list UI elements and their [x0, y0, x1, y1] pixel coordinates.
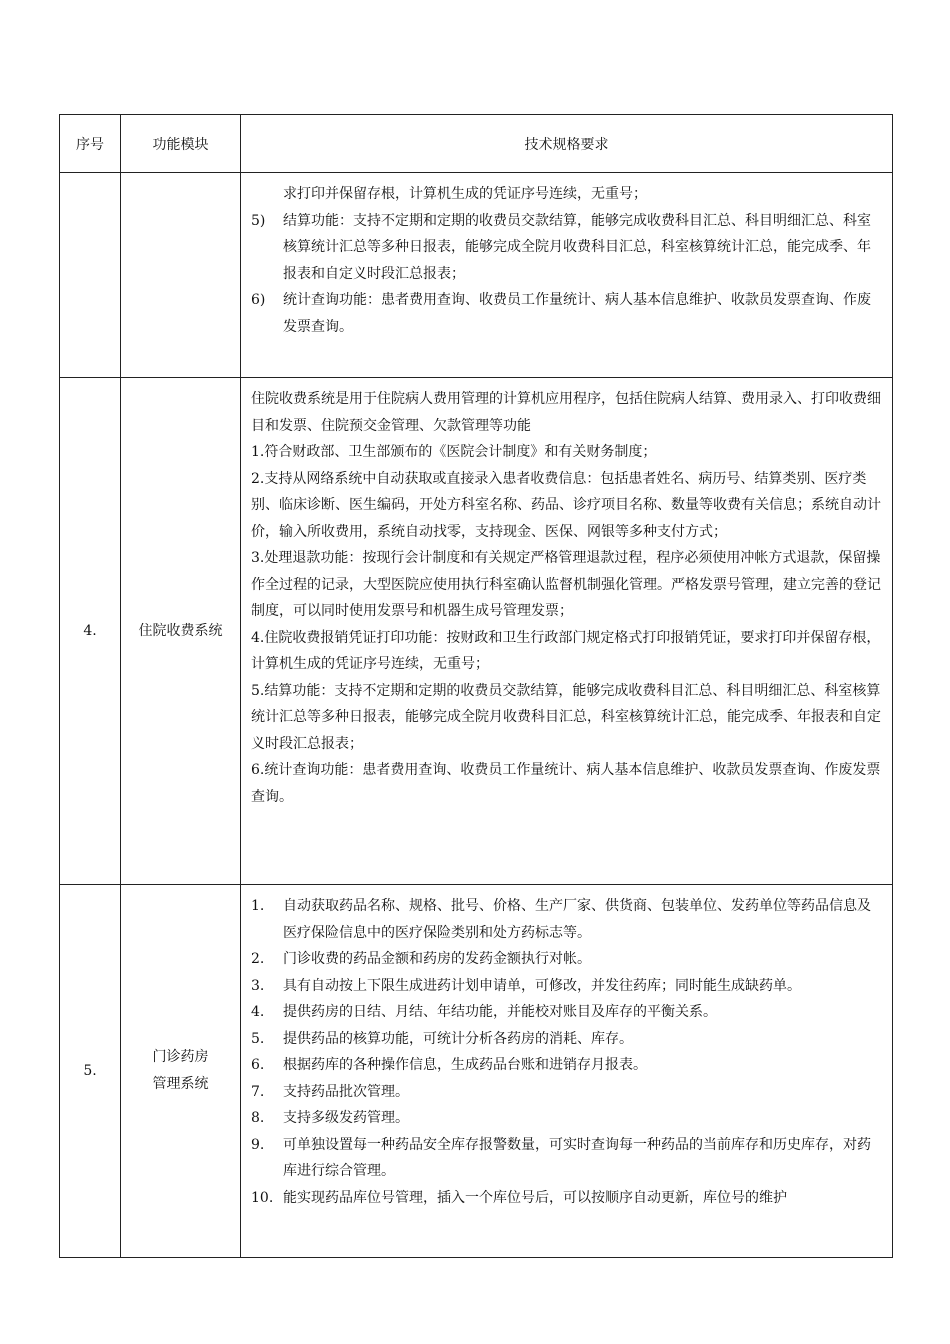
list-marker: 8.: [251, 1110, 265, 1126]
list-marker: 5.: [251, 1030, 265, 1047]
continuation-text: 求打印并保留存根，计算机生成的凭证序号连续，无重号；: [283, 186, 647, 202]
list-text: 统计查询功能：患者费用查询、收费员工作量统计、病人基本信息维护、收款员发票查询、作废发票查询。: [283, 292, 871, 335]
spec-paragraph: 3.处理退款功能：按现行会计制度和有关规定严格管理退款过程，程序必须使用冲帐方式退款，保留操作全过程的记录，大型医院应使用执行科室确认监督机制强化管理。严格发票号管理，建立完善的登记制度，可以同时使用发票号和机器生成号管理发票；: [251, 550, 881, 619]
list-item: [251, 1052, 884, 1079]
header-spec: 技术规格要求: [241, 115, 893, 173]
module-line: 门诊药房: [152, 1049, 209, 1065]
spec-paragraph: 1.符合财政部、卫生部颁布的《医院会计制度》和有关财务制度；: [251, 444, 657, 460]
list-item: [251, 208, 884, 288]
row-module: 住院收费系统: [121, 378, 241, 885]
list-marker: 1.: [251, 898, 265, 914]
list-text: 门诊收费的药品金额和药房的发药金额执行对帐。: [283, 951, 591, 967]
list-item: [251, 973, 884, 1000]
table-header-row: [60, 115, 893, 173]
module-line: 管理系统: [152, 1076, 209, 1092]
list-item: [251, 1026, 884, 1053]
list-item: [251, 946, 884, 973]
list-item: [251, 893, 884, 946]
list-text: 根据药库的各种操作信息，生成药品台账和进销存月报表。: [283, 1057, 647, 1073]
list-marker: 3.: [251, 977, 265, 994]
list-marker: 2.: [251, 951, 265, 967]
list-marker: 9.: [251, 1136, 265, 1153]
list-text: 结算功能：支持不定期和定期的收费员交款结算，能够完成收费科目汇总、科目明细汇总、科室核算统计汇总等多种日报表，能够完成全院月收费科目汇总，科室核算统计汇总，能完成季、年报表和自定义时段汇总报表；: [283, 212, 871, 282]
list-text: 具有自动按上下限生成进药计划申请单，可修改，并发往药库；同时能生成缺药单。: [283, 977, 801, 994]
spec-paragraph: 6.统计查询功能：患者费用查询、收费员工作量统计、病人基本信息维护、收款员发票查询、作废发票查询。: [251, 762, 881, 805]
spec-table: [59, 114, 893, 1258]
list-marker: 6): [251, 292, 266, 308]
list-text: 提供药品的核算功能，可统计分析各药房的消耗、库存。: [283, 1030, 633, 1047]
table-row: [60, 885, 893, 1258]
list-marker: 6.: [251, 1057, 265, 1073]
list-item: [251, 287, 884, 340]
list-marker: 7.: [251, 1083, 265, 1100]
list-item: [251, 1079, 884, 1106]
spec-paragraph: 5.结算功能：支持不定期和定期的收费员交款结算，能够完成收费科目汇总、科目明细汇总、科室核算统计汇总等多种日报表，能够完成全院月收费科目汇总，科室核算统计汇总，能完成季、年报表和自定义时段汇总报表；: [251, 682, 881, 752]
list-text: 能实现药品库位号管理，插入一个库位号后，可以按顺序自动更新，库位号的维护: [283, 1189, 787, 1206]
row-seq: [60, 173, 121, 378]
list-text: 自动获取药品名称、规格、批号、价格、生产厂家、供货商、包装单位、发药单位等药品信息及医疗保险信息中的医疗保险类别和处方药标志等。: [283, 898, 871, 941]
header-module: 功能模块: [121, 115, 241, 173]
row-module: [121, 885, 241, 1258]
list-item: [251, 999, 884, 1026]
table-row: [60, 173, 893, 378]
row-spec: [241, 885, 893, 1258]
table-row: [60, 378, 893, 885]
list-text: 支持多级发药管理。: [283, 1110, 409, 1126]
list-marker: 4.: [251, 1004, 265, 1020]
list-text: 可单独设置每一种药品安全库存报警数量，可实时查询每一种药品的当前库存和历史库存，对药库进行综合管理。: [283, 1136, 871, 1179]
list-marker: 5): [251, 212, 266, 229]
list-item: [251, 1132, 884, 1185]
row-spec: [241, 173, 893, 378]
header-seq: 序号: [60, 115, 121, 173]
row-seq: 5.: [60, 885, 121, 1258]
list-item: [251, 1185, 884, 1212]
row-spec: [241, 378, 893, 885]
list-text: 提供药房的日结、月结、年结功能，并能校对账目及库存的平衡关系。: [283, 1004, 717, 1020]
row-seq: 4.: [60, 378, 121, 885]
list-text: 支持药品批次管理。: [283, 1083, 409, 1100]
spec-paragraph: 2.支持从网络系统中自动获取或直接录入患者收费信息：包括患者姓名、病历号、结算类别、医疗类别、临床诊断、医生编码，开处方科室名称、药品、诊疗项目名称、数量等收费有关信息；系统自动计价，输入所收费用，系统自动找零，支持现金、医保、网银等多种支付方式；: [251, 470, 881, 540]
row-module: [121, 173, 241, 378]
spec-paragraph: 住院收费系统是用于住院病人费用管理的计算机应用程序，包括住院病人结算、费用录入、打印收费细目和发票、住院预交金管理、欠款管理等功能: [251, 391, 881, 434]
list-item: [251, 1105, 884, 1132]
list-marker: 10.: [251, 1189, 274, 1206]
spec-paragraph: 4.住院收费报销凭证打印功能：按财政和卫生行政部门规定格式打印报销凭证，要求打印并保留存根，计算机生成的凭证序号连续，无重号；: [251, 629, 881, 672]
